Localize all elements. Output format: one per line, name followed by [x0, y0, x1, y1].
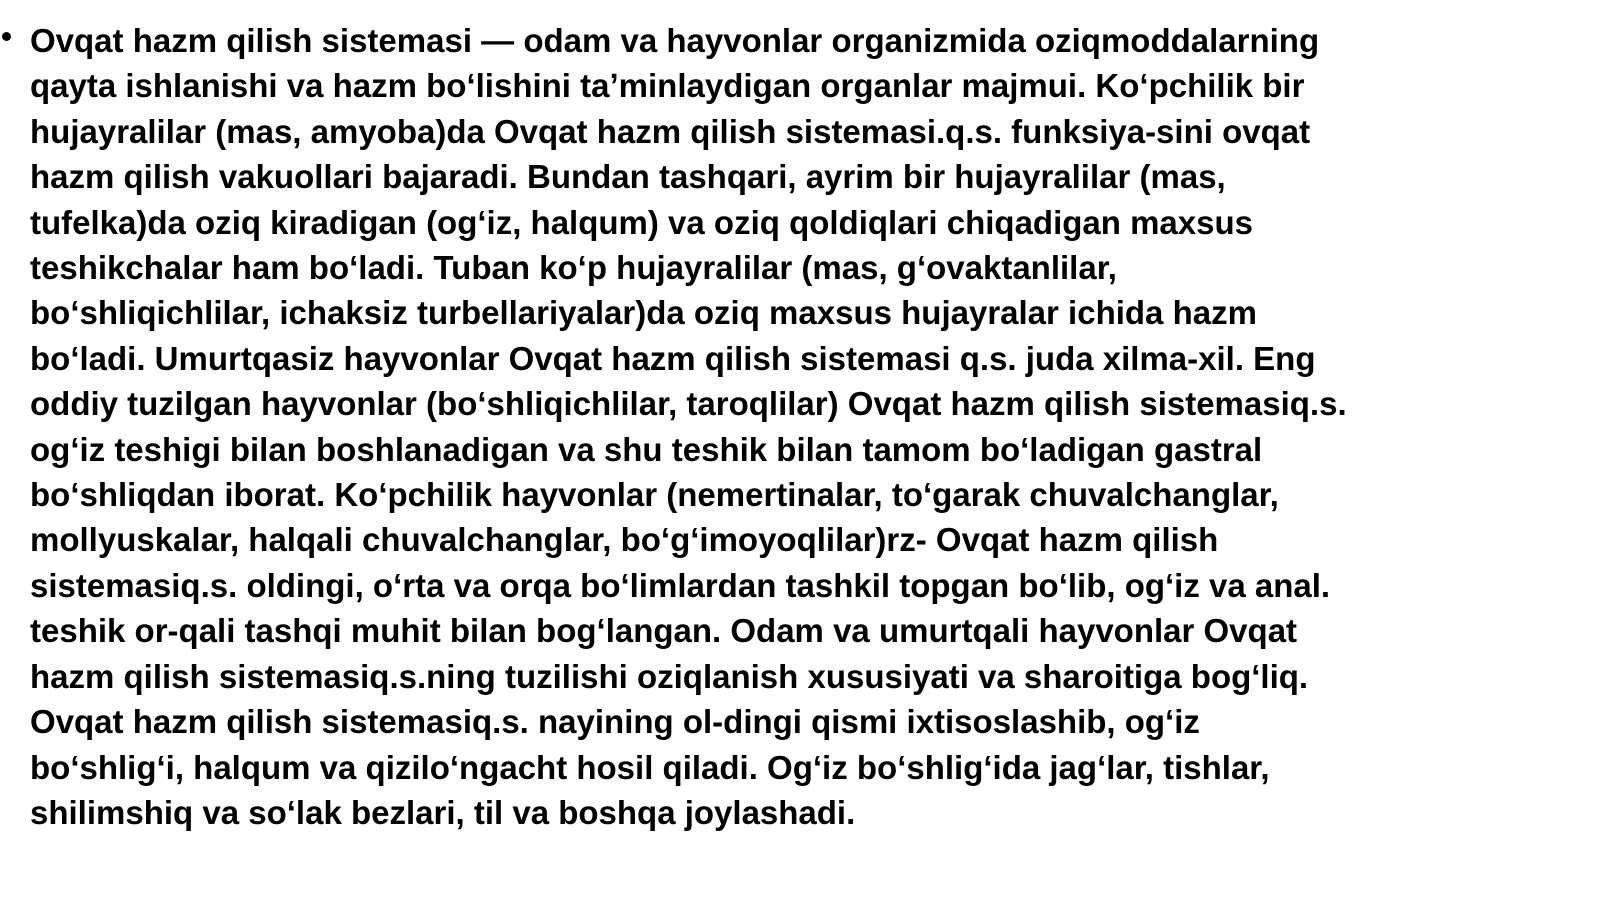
- bullet-dot-icon: [2, 32, 11, 41]
- paragraph-text: Ovqat hazm qilish sistemasi — odam va hayvonlar organizmida oziqmoddalarning qayta ishlanishi va hazm boʻlishini taʼminlaydigan organlar majmui. Koʻpchilik bir hujayralilar (mas, amyoba)da Ovqat hazm qilish sistemasi.q.s. funksiya-sini ovqat hazm qilish vakuollari bajaradi. Bundan tashqari, ayrim bir hujayralilar (mas, tufelka)da oziq kiradigan (ogʻiz, halqum) va oziq qoldiqlari chiqadigan maxsus teshikchalar ham boʻladi. Tuban koʻp hujayralilar (mas, gʻovaktanlilar, boʻshliqichlilar, ichaksiz turbellariyalar)da oziq maxsus hujayralar ichida hazm boʻladi. Umurtqasiz hayvonlar Ovqat hazm qilish sistemasi q.s. juda xilma-xil. Eng oddiy tuzilgan hayvonlar (boʻshliqichlilar, taroqlilar) Ovqat hazm qilish sistemasiq.s. ogʻiz teshigi bilan boshlanadigan va shu teshik bilan tamom boʻladigan gastral boʻshliqdan iborat. Koʻpchilik hayvonlar (nemertinalar, toʻgarak chuvalchanglar, mollyuskalar, halqali chuvalchanglar, boʻgʻimoyoqlilar)rz- Ovqat hazm qilish sistemasiq.s. oldingi, oʻrta va orqa boʻlimlardan tashkil topgan boʻlib, ogʻiz va anal. teshik or-qali tashqi muhit bilan bogʻlangan. Odam va umurtqali hayvonlar Ovqat hazm qilish sistemasiq.s.ning tuzilishi oziqlanish xususiyati va sharoitiga bogʻliq. Ovqat hazm qilish sistemasiq.s. nayining ol-dingi qismi ixtisoslashib, ogʻiz boʻshligʻi, halqum va qiziloʻngacht hosil qiladi. Ogʻiz boʻshligʻida jagʻlar, tishlar, shilimshiq va soʻlak bezlari, til va boshqa joylashadi.: [30, 22, 1347, 831]
